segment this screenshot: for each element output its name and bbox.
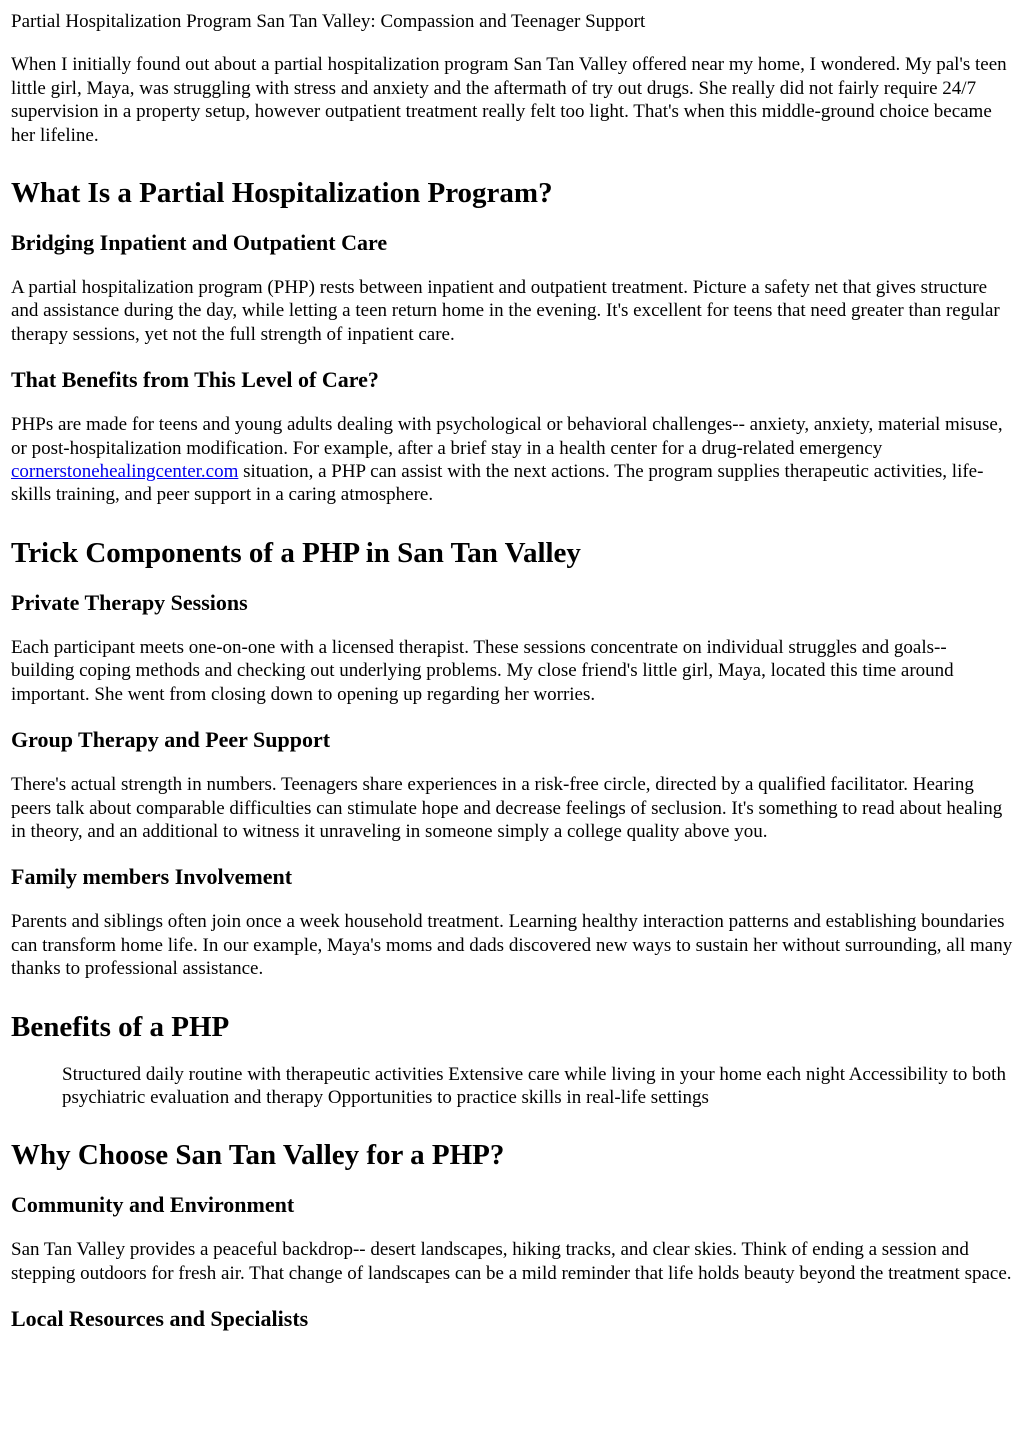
subheading-who-benefits: That Benefits from This Level of Care? — [11, 367, 379, 393]
paragraph-community: San Tan Valley provides a peaceful backdrop-- desert landscapes, hiking tracks, and clear skies. Think of ending a session and stepping outdoors for fresh air. That change of landscapes can be a mild reminder that life holds beauty beyond the treatment space. — [11, 1239, 1012, 1284]
benefits-list: Structured daily routine with therapeutic activities Extensive care while living in your home each night Accessibility to both psychiatric evaluation and therapy Opportunities to practice skills in real-life settings — [62, 1063, 1006, 1108]
paragraph-private-therapy: Each participant meets one-on-one with a licensed therapist. These sessions concentrate on individual struggles and goals-- building coping methods and checking out underlying problems. My close friend's little girl, Maya, located this time around important. She went from closing down to opening up regarding her worries. — [11, 636, 954, 705]
section-heading-benefits: Benefits of a PHP — [11, 1010, 230, 1043]
cornerstone-link[interactable]: cornerstonehealingcenter.com — [11, 461, 239, 483]
paragraph-who-benefits-text-before: PHPs are made for teens and young adults dealing with psychological or behavioral challenges-- anxiety, anxiety, material misuse, or post-hospitalization modification. For example, after a brief stay in a health center for a drug-related emergency — [11, 414, 1003, 459]
paragraph-bridging: A partial hospitalization program (PHP) rests between inpatient and outpatient treatment. Picture a safety net that gives structure and assistance during the day, while letting a teen return home in the evening. It's excellent for teens that need greater than regular therapy sessions, yet not the full strength of inpatient care. — [11, 277, 1000, 345]
subheading-local-resources: Local Resources and Specialists — [11, 1306, 309, 1332]
section-heading-what: What Is a Partial Hospitalization Program? — [11, 177, 553, 210]
subheading-group-therapy: Group Therapy and Peer Support — [11, 727, 331, 753]
subheading-community: Community and Environment — [11, 1192, 295, 1218]
section-heading-components: Trick Components of a PHP in San Tan Valley — [11, 536, 581, 569]
subheading-private-therapy: Private Therapy Sessions — [11, 589, 248, 615]
page-title: Partial Hospitalization Program San Tan Valley: Compassion and Teenager Support — [11, 11, 646, 32]
paragraph-who-benefits — [11, 413, 1014, 507]
section-heading-why: Why Choose San Tan Valley for a PHP? — [11, 1139, 505, 1172]
paragraph-group-therapy: There's actual strength in numbers. Teenagers share experiences in a risk-free circle, directed by a qualified facilitator. Hearing peers talk about comparable difficulties can stimulate hope and decrease feelings of seclusion. It's something to read about healing in theory, and an additional to witness it unraveling in someone simply a college quality above you. — [11, 774, 1003, 842]
paragraph-who-benefits-text-after: situation, a PHP can assist with the next actions. The program supplies therapeutic activities, life-skills training, and peer support in a caring atmosphere. — [11, 461, 984, 506]
subheading-family: Family members Involvement — [11, 864, 293, 890]
subheading-bridging: Bridging Inpatient and Outpatient Care — [11, 230, 388, 256]
intro-paragraph: When I initially found out about a partial hospitalization program San Tan Valley offered near my home, I wondered. My pal's teen little girl, Maya, was struggling with stress and anxiety and the aftermath of try out drugs. She really did not fairly require 24/7 supervision in a property setup, however outpatient treatment really felt too light. That's when this middle-ground choice became her lifeline. — [11, 54, 1007, 146]
paragraph-family: Parents and siblings often join once a week household treatment. Learning healthy interaction patterns and establishing boundaries can transform home life. In our example, Maya's moms and dads discovered new ways to sustain her without surrounding, all many thanks to professional assistance. — [11, 911, 1013, 980]
